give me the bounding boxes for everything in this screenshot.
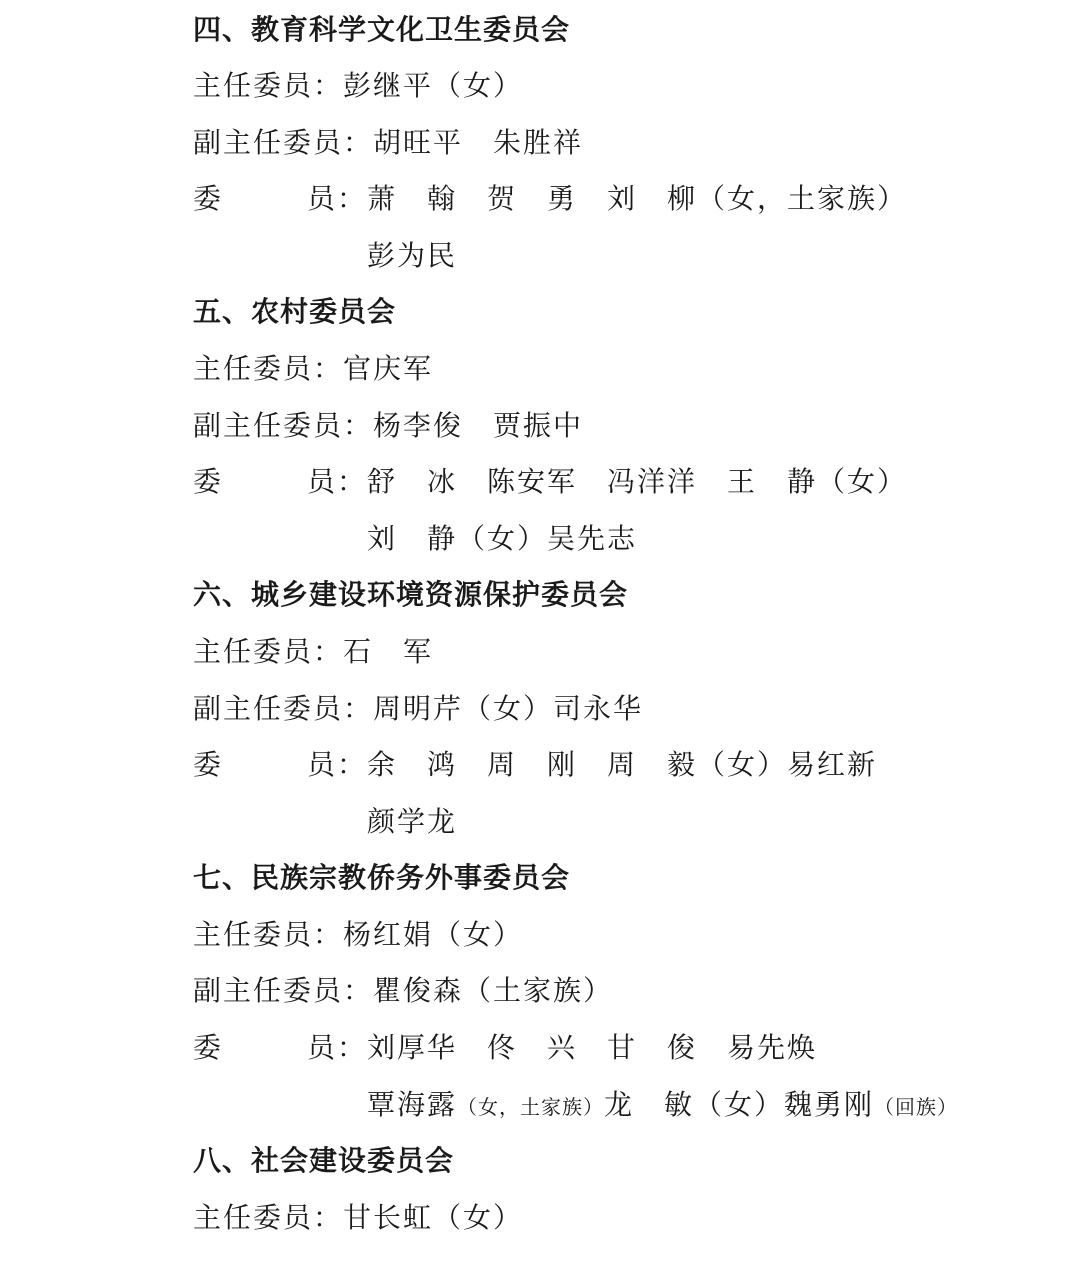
members-row [193, 177, 907, 221]
chair-label: 主任委员： [193, 352, 344, 385]
section-title: 七、民族宗教侨务外事委员会 [193, 861, 571, 894]
member-names: 萧 翰 贺 勇 刘 柳（女，土家族） [367, 182, 908, 215]
members-continuation: 颜学龙 [367, 805, 458, 838]
vice-chair-row [193, 404, 583, 448]
vice-chair-names: 周明芹（女）司永华 [373, 692, 644, 725]
members-label: 委 员： [193, 465, 367, 498]
member-names: 龙 敏（女）魏勇刚 [604, 1088, 875, 1121]
member-note: （女，土家族） [457, 1095, 605, 1119]
chair-name: 彭继平（女） [343, 69, 524, 102]
chair-name: 官庆军 [343, 352, 434, 385]
members-row [193, 460, 907, 504]
members-label: 委 员： [193, 1031, 367, 1064]
section-title: 四、教育科学文化卫生委员会 [193, 13, 571, 46]
members-row [193, 743, 877, 787]
vice-chair-label: 副主任委员： [193, 409, 374, 442]
chair-row [193, 347, 433, 391]
member-names: 舒 冰 陈安军 冯洋洋 王 静（女） [367, 465, 908, 498]
chair-name: 杨红娟（女） [343, 918, 524, 951]
chair-name: 甘长虹（女） [343, 1201, 524, 1234]
chair-row [193, 630, 433, 674]
member-names: 余 鸿 周 刚 周 毅（女）易红新 [367, 748, 878, 781]
vice-chair-label: 副主任委员： [193, 126, 374, 159]
chair-row [193, 913, 523, 957]
members-label: 委 员： [193, 748, 367, 781]
chair-label: 主任委员： [193, 635, 344, 668]
chair-label: 主任委员： [193, 1201, 344, 1234]
vice-chair-row [193, 969, 613, 1013]
member-name: 覃海露 [367, 1088, 458, 1121]
member-names: 刘厚华 佟 兴 甘 俊 易先焕 [367, 1031, 818, 1064]
chair-label: 主任委员： [193, 69, 344, 102]
members-continuation: 彭为民 [367, 239, 458, 272]
chair-name: 石 军 [343, 635, 434, 668]
section-title: 六、城乡建设环境资源保护委员会 [193, 578, 629, 611]
members-continuation: 刘 静（女）吴先志 [367, 522, 638, 555]
member-note: （回族） [874, 1095, 959, 1119]
chair-row [193, 1196, 523, 1240]
vice-chair-label: 副主任委员： [193, 692, 374, 725]
chair-row [193, 64, 523, 108]
vice-chair-row [193, 121, 583, 165]
members-label: 委 员： [193, 182, 367, 215]
section-title: 五、农村委员会 [193, 295, 397, 328]
members-continuation [367, 1083, 958, 1127]
vice-chair-names: 胡旺平 朱胜祥 [373, 126, 584, 159]
vice-chair-names: 杨李俊 贾振中 [373, 409, 584, 442]
vice-chair-names: 瞿俊森（土家族） [373, 974, 614, 1007]
section-title: 八、社会建设委员会 [193, 1144, 455, 1177]
vice-chair-label: 副主任委员： [193, 974, 374, 1007]
vice-chair-row [193, 687, 643, 731]
chair-label: 主任委员： [193, 918, 344, 951]
members-row [193, 1026, 817, 1070]
